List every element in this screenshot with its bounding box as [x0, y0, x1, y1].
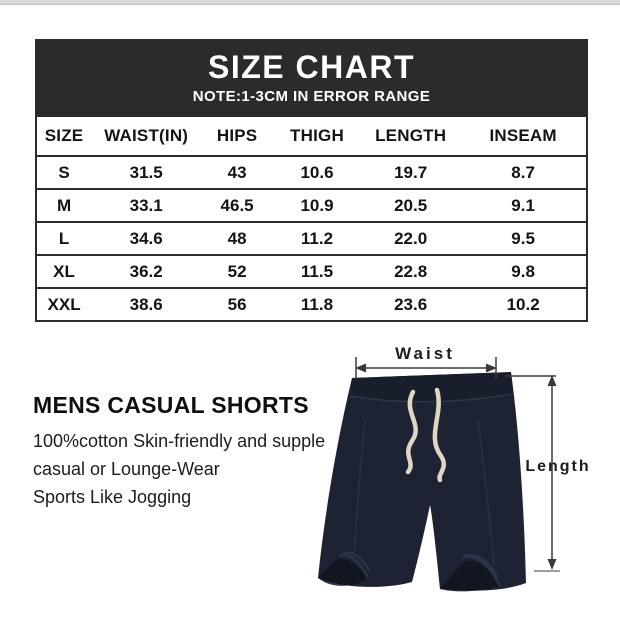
table-row	[36, 156, 587, 189]
table-cell: 23.6	[394, 294, 428, 314]
shorts-body	[318, 372, 526, 591]
table-row	[36, 222, 587, 255]
product-description	[33, 427, 325, 511]
table-column-header: WAIST(IN)	[91, 117, 201, 156]
description-line: Sports Like Jogging	[33, 487, 192, 507]
table-row	[36, 189, 587, 222]
table-cell: 52	[201, 255, 273, 288]
table-cell: 46.5	[201, 189, 273, 222]
table-cell: 9.5	[460, 222, 587, 255]
table-row	[36, 255, 587, 288]
table-column-header: THIGH	[273, 117, 361, 156]
length-label: Length	[525, 458, 591, 475]
table-cell: 19.7	[361, 156, 460, 189]
product-title: MENS CASUAL SHORTS	[33, 392, 309, 418]
table-cell: 10.2	[506, 294, 540, 314]
table-cell: XXL	[47, 294, 81, 314]
table-column-header: SIZE	[36, 117, 91, 156]
table-cell: 11.5	[273, 255, 361, 288]
table-cell: L	[36, 222, 91, 255]
table-cell: 34.6	[91, 222, 201, 255]
table-cell: 36.2	[91, 255, 201, 288]
description-line: 100%cotton Skin-friendly and supple	[33, 431, 326, 451]
length-arrowhead-bottom	[548, 559, 557, 570]
shorts-image	[318, 372, 526, 591]
table-cell: 38.6	[129, 294, 163, 314]
table-cell: 9.1	[460, 189, 587, 222]
table-column-header: HIPS	[201, 117, 273, 156]
top-border-strip	[0, 0, 620, 5]
table-column-header: INSEAM	[460, 117, 587, 156]
waist-label: Waist	[395, 344, 455, 363]
table-cell: M	[36, 189, 91, 222]
table-cell: 31.5	[91, 156, 201, 189]
size-chart-header	[35, 39, 588, 117]
table-cell: 11.8	[300, 294, 334, 314]
table-cell: 48	[201, 222, 273, 255]
shorts-measurement-figure	[300, 330, 620, 625]
table-cell: 33.1	[91, 189, 201, 222]
table-cell: 10.6	[273, 156, 361, 189]
table-cell: 9.8	[460, 255, 587, 288]
table-cell: XL	[36, 255, 91, 288]
size-chart-note: NOTE:1-3CM IN ERROR RANGE	[192, 88, 431, 105]
table-cell: 56	[227, 294, 247, 314]
table-cell: 22.8	[361, 255, 460, 288]
table-cell: 10.9	[273, 189, 361, 222]
size-chart-table	[35, 117, 588, 322]
table-body	[36, 156, 587, 321]
table-cell: S	[36, 156, 91, 189]
table-cell: 20.5	[361, 189, 460, 222]
size-chart-title: SIZE CHART	[208, 49, 415, 85]
table-header-row	[36, 117, 587, 156]
table-cell: 22.0	[361, 222, 460, 255]
table-column-header: LENGTH	[361, 117, 460, 156]
table-cell: 11.2	[273, 222, 361, 255]
table-row	[36, 288, 587, 321]
description-line: casual or Lounge-Wear	[33, 459, 220, 479]
shorts-waistband	[350, 372, 512, 401]
table-cell: 43	[201, 156, 273, 189]
table-cell: 8.7	[460, 156, 587, 189]
